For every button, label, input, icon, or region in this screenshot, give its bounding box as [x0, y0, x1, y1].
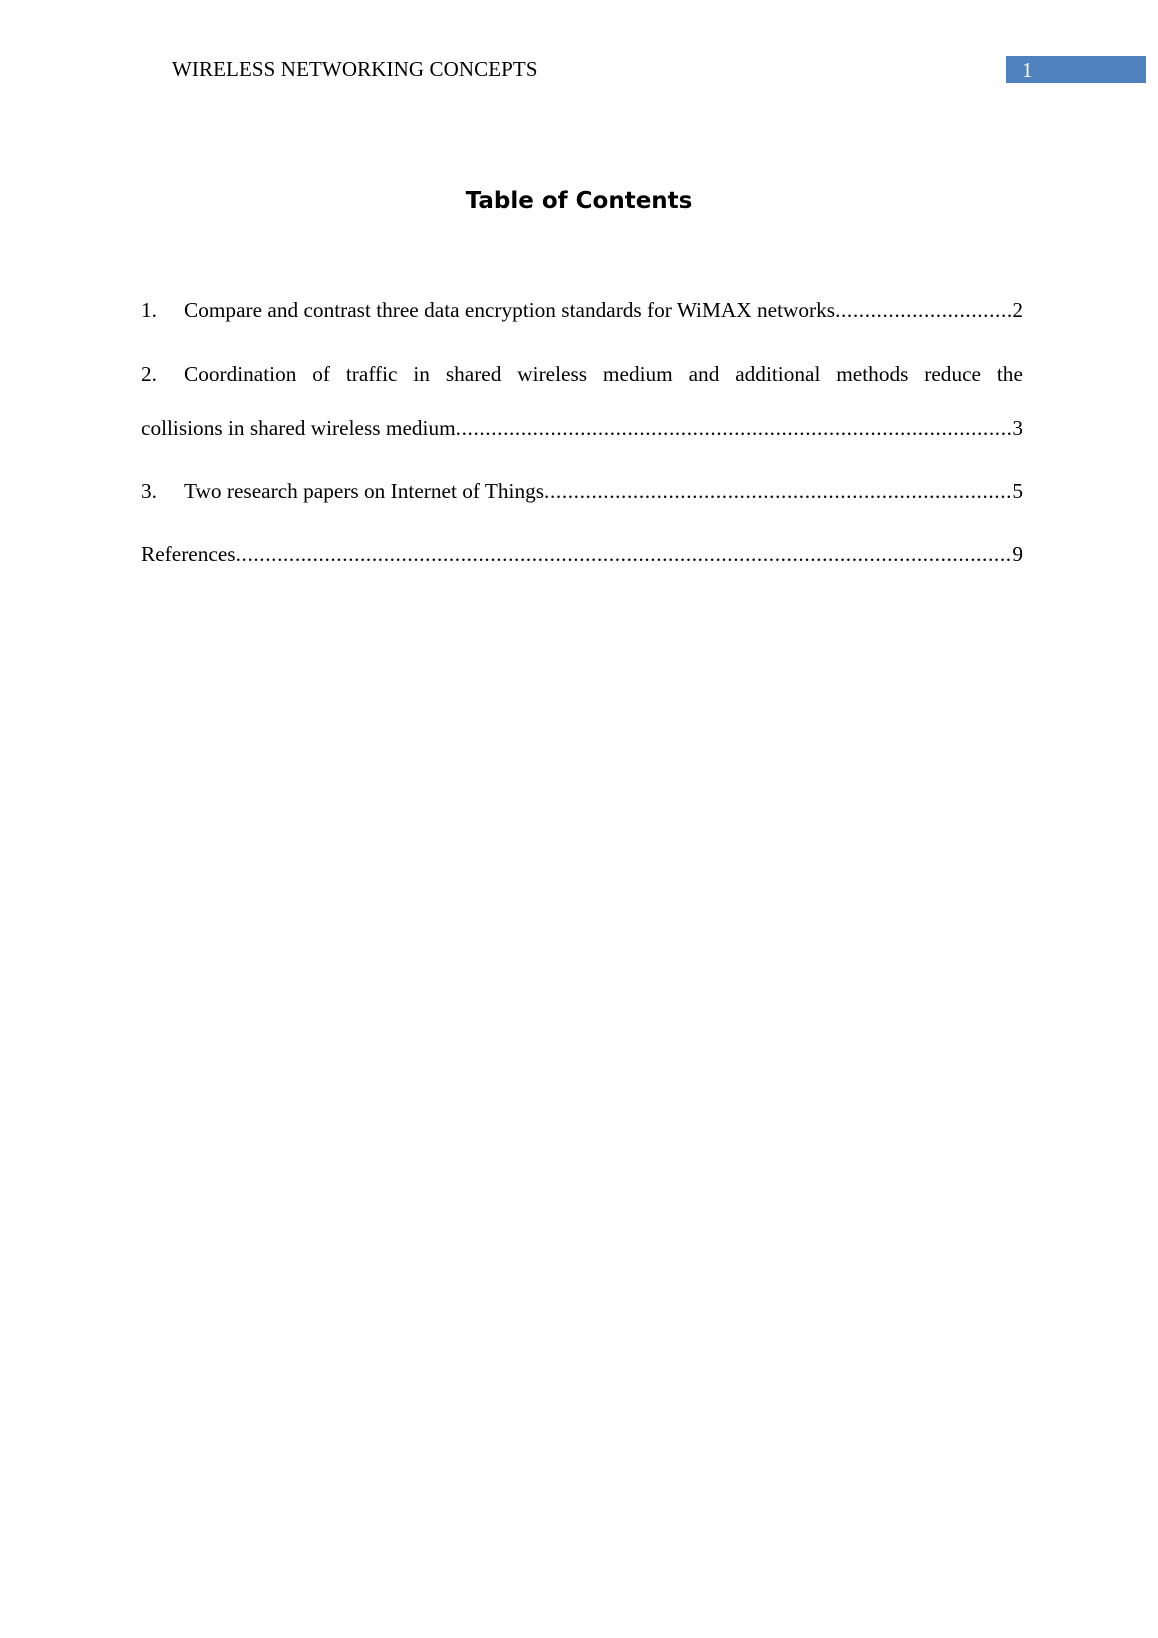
toc-dot-leader [835, 296, 1012, 324]
toc-word: Coordination [184, 362, 297, 386]
toc-dot-leader [544, 477, 1012, 505]
toc-dot-leader [456, 414, 1013, 442]
toc-word: medium [602, 362, 673, 386]
toc-entry-page: 3 [1012, 416, 1023, 440]
toc-entry-text: Compare and contrast three data encryption standards for WiMAX networks [184, 298, 836, 322]
toc-entry-2-line-2[interactable] [141, 414, 1023, 442]
toc-word: the [996, 362, 1023, 386]
page-number: 1 [1022, 58, 1033, 82]
toc-word: shared [445, 362, 502, 386]
toc-entry-number: 2. [141, 362, 157, 386]
toc-entry-text [184, 360, 1023, 388]
toc-word: and [688, 362, 720, 386]
toc-word: wireless [517, 362, 588, 386]
toc-dot-leader [236, 540, 1013, 568]
toc-heading: Table of Contents [465, 188, 693, 214]
toc-entry-number: 1. [141, 298, 157, 322]
running-header-title: WIRELESS NETWORKING CONCEPTS [172, 57, 538, 81]
toc-entry-number: 3. [141, 479, 157, 503]
toc-word: of [312, 362, 331, 386]
toc-word: in [413, 362, 430, 386]
toc-word: additional [735, 362, 821, 386]
toc-entry-page: 2 [1012, 298, 1023, 322]
page-number-box [1006, 56, 1146, 83]
toc-entry-1[interactable] [141, 296, 1023, 324]
toc-entry-text: Two research papers on Internet of Things [184, 479, 545, 503]
toc-word: methods [836, 362, 909, 386]
toc-word: reduce [924, 362, 982, 386]
toc-entry-text-continued: collisions in shared wireless medium [141, 416, 456, 440]
toc-word: traffic [345, 362, 398, 386]
toc-entry-2-line-1[interactable] [141, 360, 1023, 388]
toc-entry-text: References [141, 542, 236, 566]
toc-entry-3[interactable] [141, 477, 1023, 505]
toc-entry-references[interactable] [141, 540, 1023, 568]
toc-entry-page: 5 [1012, 479, 1023, 503]
toc-entry-page: 9 [1012, 542, 1023, 566]
